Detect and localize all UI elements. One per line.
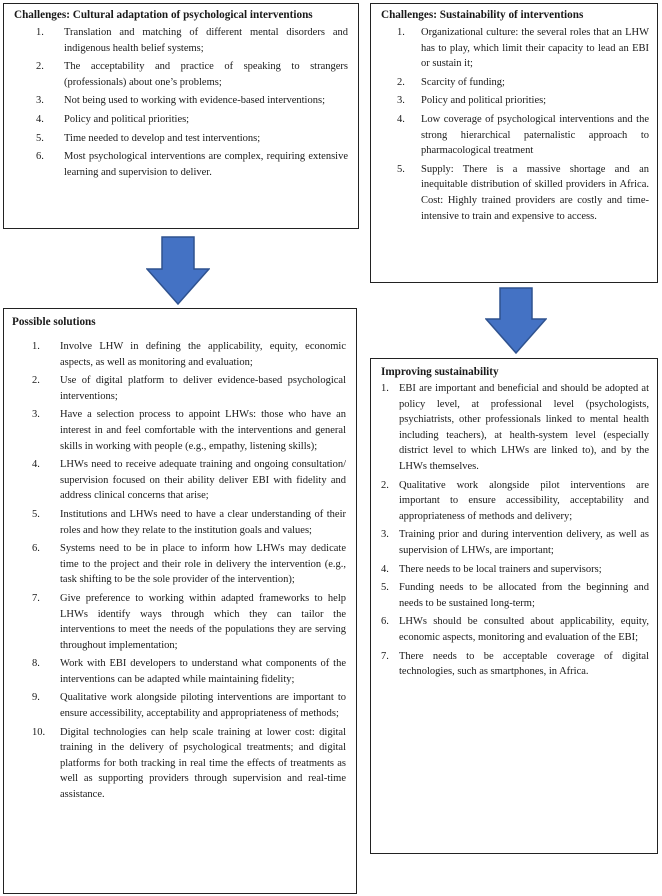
list-item-text: Work with EBI developers to understand what components of the interventions can be adapted while maintaining fidelity;: [60, 658, 346, 685]
list-item-number: 7.: [32, 592, 40, 604]
list-item-text: Qualitative work alongside pilot interventions are important to ensure accessibility, acceptability and appropriateness of methods and delivery;: [399, 479, 649, 522]
list-item-number: 1.: [381, 383, 389, 394]
list-item-text: Organizational culture: the several roles that an LHW has to play, which limit their capacity to lead an EBI or sustain it;: [421, 27, 649, 70]
list-item-number: 2.: [36, 61, 44, 73]
list-item-text: The acceptability and practice of speaking to strangers (professionals) about one’s problems;: [64, 61, 348, 88]
list-item-text: LHWs need to receive adequate training and ongoing consultation/ supervision focused on their ability deliver EBI with fidelity and address clinical concerns that arise;: [60, 459, 346, 502]
list-item-number: 5.: [397, 163, 405, 175]
improving-sustainability-list: [381, 381, 649, 680]
list-item-number: 4.: [381, 563, 389, 575]
list-item-number: 9.: [32, 692, 40, 704]
list-item-text: Most psychological interventions are complex, requiring extensive learning and supervision to deliver.: [64, 151, 348, 178]
list-item: [12, 457, 346, 504]
list-item-number: 7.: [381, 650, 389, 662]
list-item-text: Involve LHW in defining the applicability, equity, economic aspects, as well as monitoring and evaluation;: [60, 341, 346, 368]
list-item: [14, 59, 348, 90]
list-item-number: 5.: [32, 508, 40, 520]
list-item-text: LHWs should be consulted about applicability, equity, economic aspects, monitoring and evaluation of the EBI;: [399, 616, 649, 643]
list-item-number: 4.: [36, 113, 44, 125]
possible-solutions-list: [12, 339, 346, 803]
list-item: [381, 162, 649, 224]
list-item-text: Training prior and during intervention delivery, as well as supervision of LHWs, are important;: [399, 529, 649, 556]
down-arrow-left: [146, 236, 210, 306]
list-item: [12, 690, 346, 721]
list-item-text: Not being used to working with evidence-based interventions;: [64, 95, 325, 107]
list-item-text: EBI are important and beneficial and should be adopted at policy level, at professional level (psychologists, psychiatrists, other professionals linked to mental health including teachers), at health-system level (especially district level to which LHWs are linked to), and by the LHWs themselves.: [399, 383, 649, 472]
sustainability-challenges-list: [381, 25, 649, 224]
list-item: [381, 112, 649, 159]
list-item: [12, 339, 346, 370]
list-item: [14, 25, 348, 56]
list-item: [381, 381, 649, 475]
list-item-number: 2.: [381, 479, 389, 491]
list-item-number: 3.: [397, 95, 405, 107]
list-item-number: 3.: [381, 529, 389, 541]
list-item-text: Low coverage of psychological interventions and the strong hierarchical paternalistic approach to pharmacological treatment: [421, 113, 649, 157]
list-item: [381, 614, 649, 645]
list-item: [12, 407, 346, 454]
list-item-number: 2.: [397, 76, 405, 88]
list-item: [12, 373, 346, 404]
list-item-text: There needs to be acceptable coverage of digital technologies, such as smartphones, in Africa.: [399, 650, 649, 678]
list-item: [12, 591, 346, 653]
list-item: [381, 649, 649, 680]
list-item-number: 1.: [397, 27, 405, 38]
list-item-number: 6.: [36, 151, 44, 163]
list-item-text: Have a selection process to appoint LHWs: those who have an interest in and feel comfortable with the interventions and general skills in working with people (e.g., empathy, listening skills);: [60, 409, 346, 452]
list-item: [381, 478, 649, 525]
list-item-number: 1.: [36, 27, 44, 38]
list-item-text: Policy and political priorities;: [421, 95, 547, 107]
list-item-number: 6.: [381, 616, 389, 628]
list-item-number: 10.: [32, 726, 46, 738]
list-item: [14, 93, 348, 109]
list-item-number: 3.: [32, 409, 40, 421]
list-item-number: 6.: [32, 543, 40, 555]
list-item: [12, 507, 346, 538]
list-item-number: 5.: [36, 132, 44, 144]
down-arrow-right: [485, 287, 547, 355]
list-item-text: Funding needs to be allocated from the beginning and needs to be sustained long-term;: [399, 582, 649, 609]
list-item-text: Use of digital platform to deliver evidence-based psychological interventions;: [60, 375, 346, 402]
cultural-adaptation-list: [14, 25, 348, 180]
list-item: [381, 562, 649, 578]
list-item-number: 1.: [32, 341, 40, 352]
list-item-number: 4.: [397, 113, 405, 125]
list-item-text: Translation and matching of different mental disorders and indigenous health belief systems;: [64, 27, 348, 54]
list-item-number: 4.: [32, 459, 40, 471]
cultural-adaptation-title: Challenges: Cultural adaptation of psychological interventions: [14, 9, 313, 21]
list-item: [381, 93, 649, 109]
list-item: [381, 580, 649, 611]
list-item-text: Scarcity of funding;: [421, 76, 505, 88]
list-item: [14, 149, 348, 180]
list-item-number: 5.: [381, 582, 389, 594]
down-arrow-left-shape: [147, 237, 209, 304]
list-item: [12, 725, 346, 803]
possible-solutions-box: [3, 308, 357, 894]
sustainability-challenges-title: Challenges: Sustainability of interventions: [381, 9, 584, 21]
list-item-text: Give preference to working within adapted frameworks to help LHWs identify ways through which they can tailor the interventions to meet the needs of the populations they are serving throughout implementation;: [60, 592, 346, 651]
list-item-text: There needs to be local trainers and supervisors;: [399, 563, 602, 575]
down-arrow-right-shape: [486, 288, 546, 353]
improving-sustainability-title: Improving sustainability: [381, 366, 499, 378]
list-item-number: 3.: [36, 95, 44, 107]
cultural-adaptation-box: [3, 3, 359, 229]
list-item: [381, 25, 649, 72]
list-item-text: Systems need to be in place to inform how LHWs may dedicate time to the project and their role in delivery the intervention (e.g., task shifting to be the sole provider of the intervention);: [60, 543, 346, 586]
list-item: [381, 75, 649, 91]
list-item: [14, 131, 348, 147]
possible-solutions-title: Possible solutions: [12, 316, 96, 328]
list-item: [12, 656, 346, 687]
sustainability-challenges-box: [370, 3, 658, 283]
list-item-text: Policy and political priorities;: [64, 113, 190, 125]
list-item-text: Qualitative work alongside piloting interventions are important to ensure accessibility, acceptability and appropriateness of methods;: [60, 692, 346, 720]
list-item-text: Supply: There is a massive shortage and an inequitable distribution of skilled providers in Africa. Cost: Highly trained providers are costly and time-intensive to train and expensive to access.: [421, 163, 649, 222]
list-item-number: 8.: [32, 658, 40, 670]
improving-sustainability-box: [370, 358, 658, 854]
list-item-text: Time needed to develop and test interventions;: [64, 132, 261, 144]
list-item-text: Digital technologies can help scale training at lower cost: digital training in the delivery of psychological treatments; and digital platforms for both tracking in real time the effects of treatments as well as supporting providers through supervision and real-time assistance.: [60, 726, 346, 801]
list-item: [12, 541, 346, 588]
list-item-text: Institutions and LHWs need to have a clear understanding of their roles and how they relate to the institution goals and values;: [60, 508, 346, 536]
list-item: [381, 527, 649, 558]
list-item: [14, 112, 348, 128]
list-item-number: 2.: [32, 375, 40, 387]
